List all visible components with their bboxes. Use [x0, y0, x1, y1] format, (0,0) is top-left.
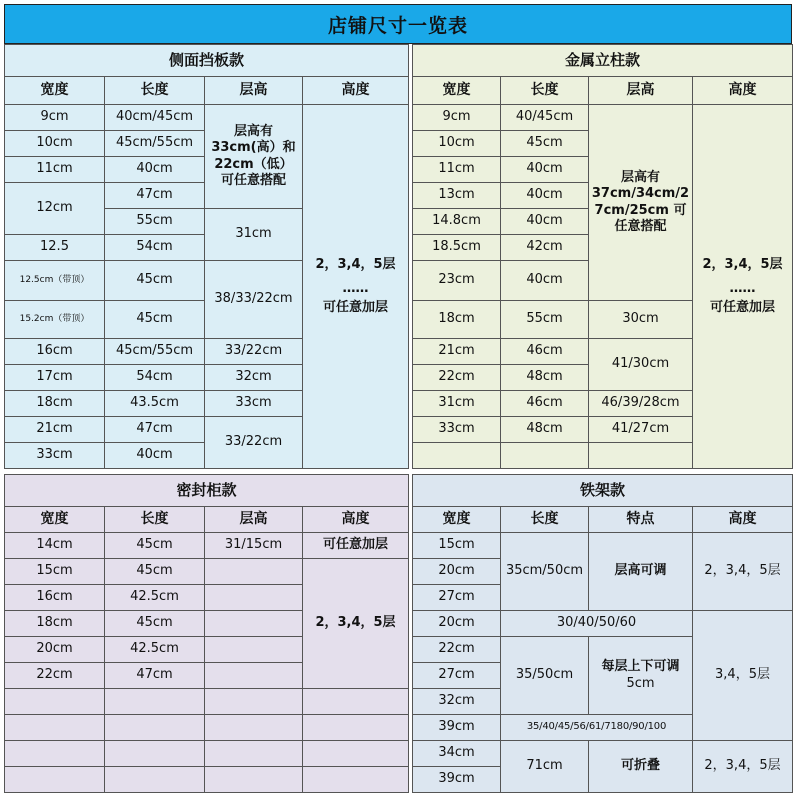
empty-cell: [205, 715, 303, 741]
layer-height-cell: 31/15cm: [205, 533, 303, 559]
length-cell: 55cm: [501, 301, 589, 339]
layer-height-line: 7cm/25cm 可: [594, 202, 687, 218]
empty-cell: [205, 611, 303, 637]
length-cell: 55cm: [105, 209, 205, 235]
empty-cell: [5, 715, 105, 741]
page-title: 店铺尺寸一览表: [4, 4, 792, 44]
empty-cell: [205, 637, 303, 663]
layer-height-cell: [205, 105, 303, 209]
width-cell: 9cm: [413, 105, 501, 131]
feature-line: 5cm: [626, 675, 655, 691]
header-height: 高度: [693, 77, 793, 105]
header-layer-height: 层高: [205, 77, 303, 105]
width-cell: 33cm: [5, 443, 105, 469]
length-cell: 35/50cm: [501, 637, 589, 715]
header-length: 长度: [501, 507, 589, 533]
empty-cell: [303, 741, 409, 767]
empty-cell: [303, 689, 409, 715]
header-width: 宽度: [413, 507, 501, 533]
width-cell: 20cm: [413, 611, 501, 637]
width-cell: 17cm: [5, 365, 105, 391]
length-cell: 42cm: [501, 235, 589, 261]
header-feature: 特点: [589, 507, 693, 533]
empty-cell: [205, 663, 303, 689]
width-cell: 18cm: [413, 301, 501, 339]
layer-height-line: 层高有: [233, 124, 273, 139]
width-cell: 14cm: [5, 533, 105, 559]
length-cell: 42.5cm: [105, 637, 205, 663]
empty-cell: [5, 767, 105, 793]
length-cell: 47cm: [105, 417, 205, 443]
layer-height-cell: 38/33/22cm: [205, 261, 303, 339]
feature-line: 每层上下可调: [601, 659, 680, 675]
width-cell: 22cm: [5, 663, 105, 689]
layer-height-cell: 33/22cm: [205, 417, 303, 469]
length-cell: 42.5cm: [105, 585, 205, 611]
empty-cell: [205, 741, 303, 767]
empty-cell: [5, 741, 105, 767]
length-cell: 47cm: [105, 183, 205, 209]
width-cell: 15cm: [413, 533, 501, 559]
length-cell: 54cm: [105, 235, 205, 261]
width-cell: 21cm: [5, 417, 105, 443]
width-cell: 22cm: [413, 637, 501, 663]
empty-cell: [501, 443, 589, 469]
layer-height-cell: 46/39/28cm: [589, 391, 693, 417]
width-cell: 12cm: [5, 183, 105, 235]
empty-cell: [205, 689, 303, 715]
side-panel-table: [4, 44, 409, 469]
length-cell: 35/40/45/56/61/7180/90/100: [501, 715, 693, 741]
empty-cell: [205, 559, 303, 585]
length-cell: 48cm: [501, 365, 589, 391]
length-cell: 46cm: [501, 391, 589, 417]
height-cell: 可任意加层: [303, 533, 409, 559]
header-height: 高度: [303, 507, 409, 533]
layer-height-line: 33cm(高）和: [211, 140, 296, 156]
width-cell: 18.5cm: [413, 235, 501, 261]
header-width: 宽度: [413, 77, 501, 105]
height-cell: [693, 105, 793, 469]
header-width: 宽度: [5, 507, 105, 533]
width-cell: 11cm: [5, 157, 105, 183]
width-cell: 12.5: [5, 235, 105, 261]
empty-cell: [413, 443, 501, 469]
length-cell: 40cm: [501, 261, 589, 301]
width-cell: 16cm: [5, 339, 105, 365]
length-cell: 54cm: [105, 365, 205, 391]
header-width: 宽度: [5, 77, 105, 105]
empty-cell: [303, 767, 409, 793]
width-cell: 16cm: [5, 585, 105, 611]
width-cell: 15.2cm（带顶）: [5, 301, 105, 339]
layer-height-cell: 41/27cm: [589, 417, 693, 443]
length-cell: 45cm: [501, 131, 589, 157]
empty-cell: [5, 689, 105, 715]
length-cell: 45cm/55cm: [105, 131, 205, 157]
height-line: ……: [342, 281, 369, 297]
layer-height-cell: 30cm: [589, 301, 693, 339]
width-cell: 10cm: [5, 131, 105, 157]
header-height: 高度: [693, 507, 793, 533]
width-cell: 9cm: [5, 105, 105, 131]
height-line: 可任意加层: [323, 299, 389, 315]
length-cell: 40cm: [501, 209, 589, 235]
metal-column-table: [412, 44, 793, 469]
empty-cell: [205, 767, 303, 793]
length-cell: 40/45cm: [501, 105, 589, 131]
feature-cell: [589, 637, 693, 715]
height-line: ……: [729, 281, 756, 297]
height-line: 2，3,4，5层: [315, 257, 396, 273]
layer-height-cell: 33cm: [205, 391, 303, 417]
layer-height-line: 任意搭配: [614, 218, 667, 234]
width-cell: 22cm: [413, 365, 501, 391]
empty-cell: [303, 715, 409, 741]
feature-cell: 可折叠: [589, 741, 693, 793]
length-cell: 45cm: [105, 559, 205, 585]
length-cell: 43.5cm: [105, 391, 205, 417]
height-line: 可任意加层: [710, 299, 776, 315]
header-length: 长度: [501, 77, 589, 105]
width-cell: 39cm: [413, 715, 501, 741]
length-cell: 45cm: [105, 261, 205, 301]
layer-height-cell: [589, 105, 693, 301]
height-cell: 2，3,4，5层: [693, 533, 793, 611]
sealed-cabinet-table: [4, 474, 409, 793]
empty-cell: [105, 689, 205, 715]
length-cell: 45cm/55cm: [105, 339, 205, 365]
header-height: 高度: [303, 77, 409, 105]
header-layer-height: 层高: [589, 77, 693, 105]
layer-height-cell: 41/30cm: [589, 339, 693, 391]
width-cell: 10cm: [413, 131, 501, 157]
length-cell: 35cm/50cm: [501, 533, 589, 611]
layer-height-cell: 33/22cm: [205, 339, 303, 365]
length-cell: 45cm: [105, 301, 205, 339]
height-cell: [303, 105, 409, 469]
width-cell: 18cm: [5, 611, 105, 637]
header-layer-height: 层高: [205, 507, 303, 533]
empty-cell: [205, 585, 303, 611]
width-cell: 23cm: [413, 261, 501, 301]
section-title: 铁架款: [413, 475, 793, 507]
length-cell: 71cm: [501, 741, 589, 793]
width-cell: 14.8cm: [413, 209, 501, 235]
width-cell: 18cm: [5, 391, 105, 417]
length-cell: 45cm: [105, 611, 205, 637]
header-length: 长度: [105, 77, 205, 105]
length-cell: 40cm: [501, 157, 589, 183]
width-cell: 20cm: [413, 559, 501, 585]
length-cell: 48cm: [501, 417, 589, 443]
width-cell: 33cm: [413, 417, 501, 443]
width-cell: 21cm: [413, 339, 501, 365]
section-title: 金属立柱款: [413, 45, 793, 77]
layer-height-line: 层高有: [620, 170, 660, 185]
header-length: 长度: [105, 507, 205, 533]
width-cell: 20cm: [5, 637, 105, 663]
width-cell: 27cm: [413, 585, 501, 611]
width-cell: 13cm: [413, 183, 501, 209]
layer-height-cell: 31cm: [205, 209, 303, 261]
width-cell: 31cm: [413, 391, 501, 417]
width-cell: 39cm: [413, 767, 501, 793]
layer-height-line: 37cm/34cm/2: [591, 186, 690, 202]
width-cell: 15cm: [5, 559, 105, 585]
length-cell: 40cm/45cm: [105, 105, 205, 131]
length-cell: 30/40/50/60: [501, 611, 693, 637]
empty-cell: [105, 741, 205, 767]
length-cell: 40cm: [105, 157, 205, 183]
width-cell: 11cm: [413, 157, 501, 183]
height-cell: 2，3,4，5层: [693, 741, 793, 793]
iron-rack-table: [412, 474, 793, 793]
width-cell: 12.5cm（带顶）: [5, 261, 105, 301]
empty-cell: [589, 443, 693, 469]
width-cell: 34cm: [413, 741, 501, 767]
length-cell: 40cm: [105, 443, 205, 469]
empty-cell: [105, 715, 205, 741]
width-cell: 27cm: [413, 663, 501, 689]
length-cell: 47cm: [105, 663, 205, 689]
length-cell: 40cm: [501, 183, 589, 209]
layer-height-line: 22cm（低）: [214, 156, 293, 172]
height-cell: 2，3,4，5层: [303, 559, 409, 689]
layer-height-line: 可任意搭配: [220, 172, 286, 188]
layer-height-cell: 32cm: [205, 365, 303, 391]
empty-cell: [105, 767, 205, 793]
feature-cell: 层高可调: [589, 533, 693, 611]
length-cell: 45cm: [105, 533, 205, 559]
height-line: 2，3,4，5层: [702, 257, 783, 273]
width-cell: 32cm: [413, 689, 501, 715]
length-cell: 46cm: [501, 339, 589, 365]
section-title: 密封柜款: [5, 475, 409, 507]
section-title: 侧面挡板款: [5, 45, 409, 77]
height-cell: 3,4，5层: [693, 611, 793, 741]
